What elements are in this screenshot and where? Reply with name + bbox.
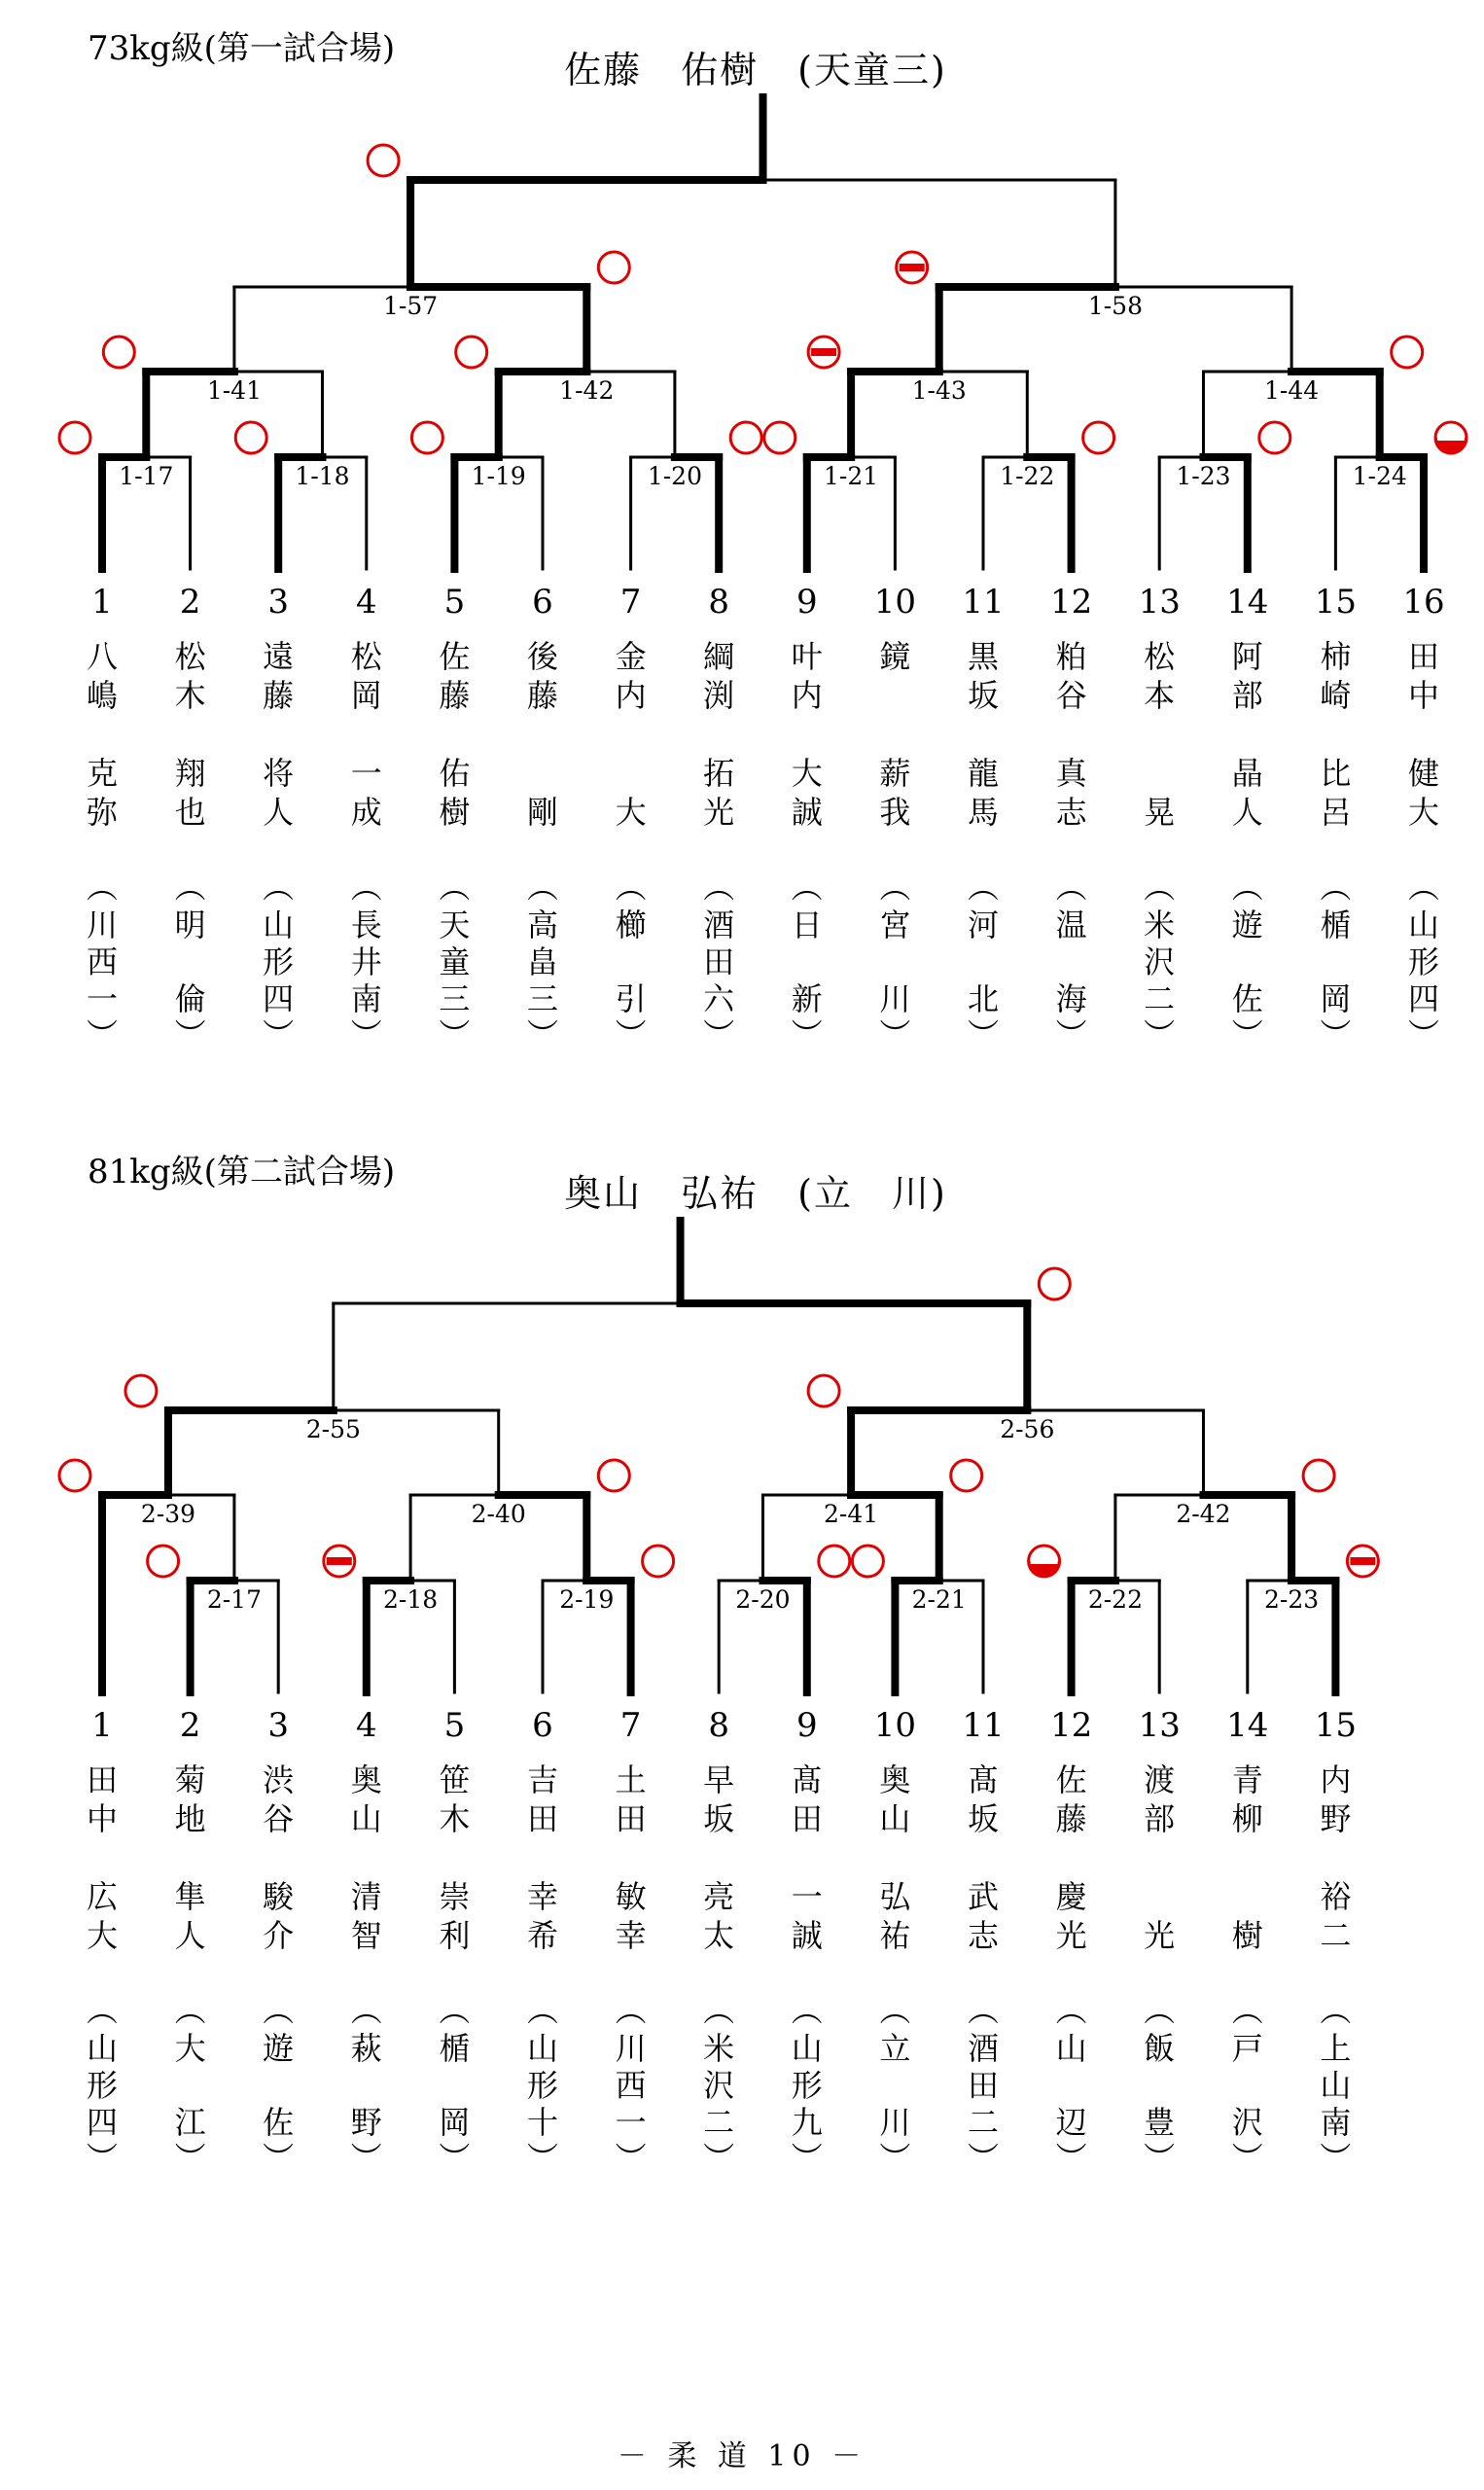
result-mark-icon bbox=[125, 1375, 157, 1406]
competitor-name: 田 中 健 大 bbox=[1407, 638, 1439, 831]
competitor-name: 田 中 広 大 bbox=[86, 1761, 118, 1954]
match-label: 1-22 bbox=[1000, 462, 1055, 490]
competitor-school: ︵ 明 倫 ︶ bbox=[174, 869, 206, 1053]
competitor-school: ︵ 日 新 ︶ bbox=[791, 869, 823, 1053]
competitor-name: 松 本 晃 bbox=[1144, 638, 1176, 831]
match-label: 2-22 bbox=[1087, 1585, 1143, 1614]
competitor-school: ︵ 河 北 ︶ bbox=[967, 869, 999, 1053]
competitor-school: ︵ 山 形 十 ︶ bbox=[526, 1992, 558, 2177]
competitor-school: ︵ 温 海 ︶ bbox=[1055, 869, 1087, 1053]
competitor-name: 青 柳 樹 bbox=[1231, 1761, 1263, 1954]
competitor-name: 奥 山 清 智 bbox=[350, 1761, 382, 1954]
match-label: 1-57 bbox=[383, 292, 439, 320]
result-mark-icon bbox=[1083, 422, 1114, 453]
result-mark-icon bbox=[456, 337, 487, 368]
entry-number: 9 bbox=[795, 1706, 818, 1745]
competitor-name: 菊 地 隼 人 bbox=[174, 1761, 206, 1954]
entry-number: 13 bbox=[1138, 583, 1181, 622]
competitor-name: 渋 谷 駿 介 bbox=[263, 1761, 295, 1954]
match-label: 2-42 bbox=[1176, 1500, 1231, 1528]
entry-number: 7 bbox=[619, 583, 642, 622]
competitor-name: 松 岡 一 成 bbox=[350, 638, 382, 831]
result-mark-icon bbox=[808, 1375, 839, 1406]
result-mark-icon bbox=[764, 422, 795, 453]
match-label: 2-20 bbox=[735, 1585, 791, 1614]
competitor-school: ︵ 宮 川 ︶ bbox=[879, 869, 911, 1053]
competitor-school: ︵ 川 西 一 ︶ bbox=[615, 1992, 647, 2177]
competitor-school: ︵ 飯 豊 ︶ bbox=[1144, 1992, 1176, 2177]
section-title: 81kg級(第二試合場) bbox=[88, 1153, 396, 1192]
match-label: 2-56 bbox=[1000, 1415, 1055, 1443]
competitor-school: ︵ 酒 田 二 ︶ bbox=[967, 1992, 999, 2177]
competitor-school: ︵ 上 山 南 ︶ bbox=[1320, 1992, 1352, 2177]
competitor-name: 叶 内 大 誠 bbox=[791, 638, 823, 831]
competitor-school: ︵ 米 沢 二 ︶ bbox=[703, 1992, 735, 2177]
result-mark-icon bbox=[59, 422, 90, 453]
match-label: 2-19 bbox=[559, 1585, 615, 1614]
competitor-school: ︵ 酒 田 六 ︶ bbox=[703, 869, 735, 1053]
entry-number: 14 bbox=[1226, 583, 1269, 622]
entry-number: 12 bbox=[1049, 583, 1093, 622]
competitor-school: ︵ 川 西 一 ︶ bbox=[86, 869, 118, 1053]
match-label: 2-17 bbox=[206, 1585, 262, 1614]
match-label: 1-43 bbox=[911, 376, 967, 405]
result-mark-icon bbox=[852, 1546, 883, 1577]
match-label: 1-20 bbox=[647, 462, 702, 490]
competitor-school: ︵ 大 江 ︶ bbox=[174, 1992, 206, 2177]
entry-number: 5 bbox=[443, 583, 466, 622]
result-mark-icon bbox=[103, 337, 134, 368]
match-label: 1-23 bbox=[1176, 462, 1231, 490]
entry-number: 9 bbox=[795, 583, 818, 622]
result-mark-icon bbox=[59, 1460, 90, 1491]
result-mark-icon bbox=[598, 252, 629, 283]
entry-number: 8 bbox=[708, 583, 730, 622]
result-mark-icon bbox=[1392, 337, 1423, 368]
entry-number: 15 bbox=[1314, 583, 1358, 622]
competitor-school: ︵ 櫛 引 ︶ bbox=[615, 869, 647, 1053]
competitor-school: ︵ 天 童 三 ︶ bbox=[439, 869, 471, 1053]
match-label: 1-41 bbox=[206, 376, 262, 405]
competitor-school: ︵ 高 畠 三 ︶ bbox=[526, 869, 558, 1053]
competitor-school: ︵ 遊 佐 ︶ bbox=[263, 1992, 295, 2177]
match-label: 2-41 bbox=[824, 1500, 879, 1528]
result-mark-bar bbox=[900, 264, 925, 271]
entry-number: 12 bbox=[1049, 1706, 1093, 1745]
competitor-name: 阿 部 晶 人 bbox=[1231, 638, 1263, 831]
competitor-school: ︵ 萩 野 ︶ bbox=[350, 1992, 382, 2177]
entry-number: 3 bbox=[267, 583, 290, 622]
match-label: 2-23 bbox=[1264, 1585, 1320, 1614]
competitor-name: 吉 田 幸 希 bbox=[526, 1761, 558, 1954]
match-label: 2-18 bbox=[383, 1585, 439, 1614]
competitor-school: ︵ 立 川 ︶ bbox=[879, 1992, 911, 2177]
result-mark-icon bbox=[643, 1546, 674, 1577]
competitor-name: 黒 坂 龍 馬 bbox=[967, 638, 999, 831]
competitor-name: 佐 藤 佑 樹 bbox=[439, 638, 471, 831]
result-mark-bar bbox=[811, 348, 836, 356]
competitor-school: ︵ 長 井 南 ︶ bbox=[350, 869, 382, 1053]
competitor-name: 土 田 敏 幸 bbox=[615, 1761, 647, 1954]
match-label: 1-17 bbox=[119, 462, 174, 490]
bracket-81kg bbox=[0, 1153, 1484, 2271]
entry-number: 11 bbox=[962, 1706, 1005, 1745]
result-mark-icon bbox=[951, 1460, 982, 1491]
competitor-school: ︵ 山 辺 ︶ bbox=[1055, 1992, 1087, 2177]
competitor-name: 笹 木 崇 利 bbox=[439, 1761, 471, 1954]
match-label: 2-21 bbox=[911, 1585, 967, 1614]
section-title: 73kg級(第一試合場) bbox=[88, 29, 396, 68]
result-mark-band bbox=[1031, 1558, 1058, 1564]
result-mark-icon bbox=[730, 422, 761, 453]
competitor-school: ︵ 米 沢 二 ︶ bbox=[1144, 869, 1176, 1053]
competitor-name: 渡 部 光 bbox=[1144, 1761, 1176, 1954]
result-mark-band bbox=[1437, 435, 1465, 441]
entry-number: 1 bbox=[91, 583, 113, 622]
result-mark-icon bbox=[235, 422, 266, 453]
competitor-school: ︵ 山 形 四 ︶ bbox=[86, 1992, 118, 2177]
match-label: 1-42 bbox=[559, 376, 615, 405]
entry-number: 6 bbox=[532, 583, 553, 622]
result-mark-icon bbox=[411, 422, 442, 453]
champion-label: 奥山 弘祐 (立 川) bbox=[564, 1172, 947, 1215]
entry-number: 16 bbox=[1402, 583, 1445, 622]
result-mark-bar bbox=[1350, 1557, 1375, 1565]
competitor-name: 鏡 薪 我 bbox=[879, 638, 911, 831]
competitor-name: 遠 藤 将 人 bbox=[263, 638, 295, 831]
result-mark-icon bbox=[819, 1546, 850, 1577]
result-mark-icon bbox=[598, 1460, 629, 1491]
match-label: 1-58 bbox=[1087, 292, 1143, 320]
competitor-school: ︵ 遊 佐 ︶ bbox=[1231, 869, 1263, 1053]
competitor-name: 八 嶋 克 弥 bbox=[86, 638, 118, 831]
entry-number: 8 bbox=[708, 1706, 730, 1745]
match-label: 2-40 bbox=[471, 1500, 526, 1528]
competitor-school: ︵ 楯 岡 ︶ bbox=[1320, 869, 1352, 1053]
competitor-name: 髙 坂 武 志 bbox=[967, 1761, 999, 1954]
entry-number: 6 bbox=[532, 1706, 553, 1745]
entry-number: 10 bbox=[873, 583, 917, 622]
competitor-name: 金 内 大 bbox=[615, 638, 647, 831]
competitor-name: 佐 藤 慶 光 bbox=[1055, 1761, 1087, 1954]
entry-number: 11 bbox=[962, 583, 1005, 622]
result-mark-icon bbox=[1259, 422, 1290, 453]
competitor-school: ︵ 楯 岡 ︶ bbox=[439, 1992, 471, 2177]
match-label: 1-19 bbox=[471, 462, 526, 490]
competitor-name: 粕 谷 真 志 bbox=[1055, 638, 1087, 831]
competitor-name: 柿 崎 比 呂 bbox=[1320, 638, 1352, 831]
competitor-school: ︵ 山 形 九 ︶ bbox=[791, 1992, 823, 2177]
match-label: 2-39 bbox=[140, 1500, 196, 1528]
competitor-school: ︵ 戸 沢 ︶ bbox=[1231, 1992, 1263, 2177]
competitor-name: 早 坂 亮 太 bbox=[703, 1761, 735, 1954]
entry-number: 4 bbox=[355, 1706, 377, 1745]
competitor-name: 後 藤 剛 bbox=[526, 638, 558, 831]
result-mark-icon bbox=[1303, 1460, 1334, 1491]
result-mark-icon bbox=[1039, 1268, 1070, 1299]
entry-number: 4 bbox=[355, 583, 377, 622]
result-mark-icon bbox=[368, 145, 399, 176]
competitor-name: 奥 山 弘 祐 bbox=[879, 1761, 911, 1954]
result-mark-bar bbox=[327, 1557, 352, 1565]
entry-number: 14 bbox=[1226, 1706, 1269, 1745]
competitor-school: ︵ 山 形 四 ︶ bbox=[263, 869, 295, 1053]
match-label: 1-18 bbox=[295, 462, 350, 490]
entry-number: 15 bbox=[1314, 1706, 1358, 1745]
entry-number: 10 bbox=[873, 1706, 917, 1745]
entry-number: 1 bbox=[91, 1706, 113, 1745]
entry-number: 13 bbox=[1138, 1706, 1181, 1745]
bracket-73kg bbox=[0, 29, 1484, 1148]
entry-number: 7 bbox=[619, 1706, 642, 1745]
entry-number: 5 bbox=[443, 1706, 466, 1745]
competitor-name: 髙 田 一 誠 bbox=[791, 1761, 823, 1954]
match-label: 1-24 bbox=[1352, 462, 1407, 490]
page-footer: － 柔 道 10 － bbox=[617, 2439, 867, 2473]
match-label: 2-55 bbox=[305, 1415, 361, 1443]
competitor-school: ︵ 山 形 四 ︶ bbox=[1407, 869, 1439, 1053]
result-mark-icon bbox=[148, 1546, 179, 1577]
entry-number: 2 bbox=[179, 1706, 201, 1745]
competitor-name: 内 野 裕 二 bbox=[1320, 1761, 1352, 1954]
competitor-name: 綱 渕 拓 光 bbox=[703, 638, 735, 831]
champion-label: 佐藤 佑樹 (天童三) bbox=[564, 49, 947, 91]
match-label: 1-21 bbox=[824, 462, 879, 490]
match-label: 1-44 bbox=[1264, 376, 1320, 405]
entry-number: 2 bbox=[179, 583, 201, 622]
competitor-name: 松 木 翔 也 bbox=[174, 638, 206, 831]
entry-number: 3 bbox=[267, 1706, 290, 1745]
